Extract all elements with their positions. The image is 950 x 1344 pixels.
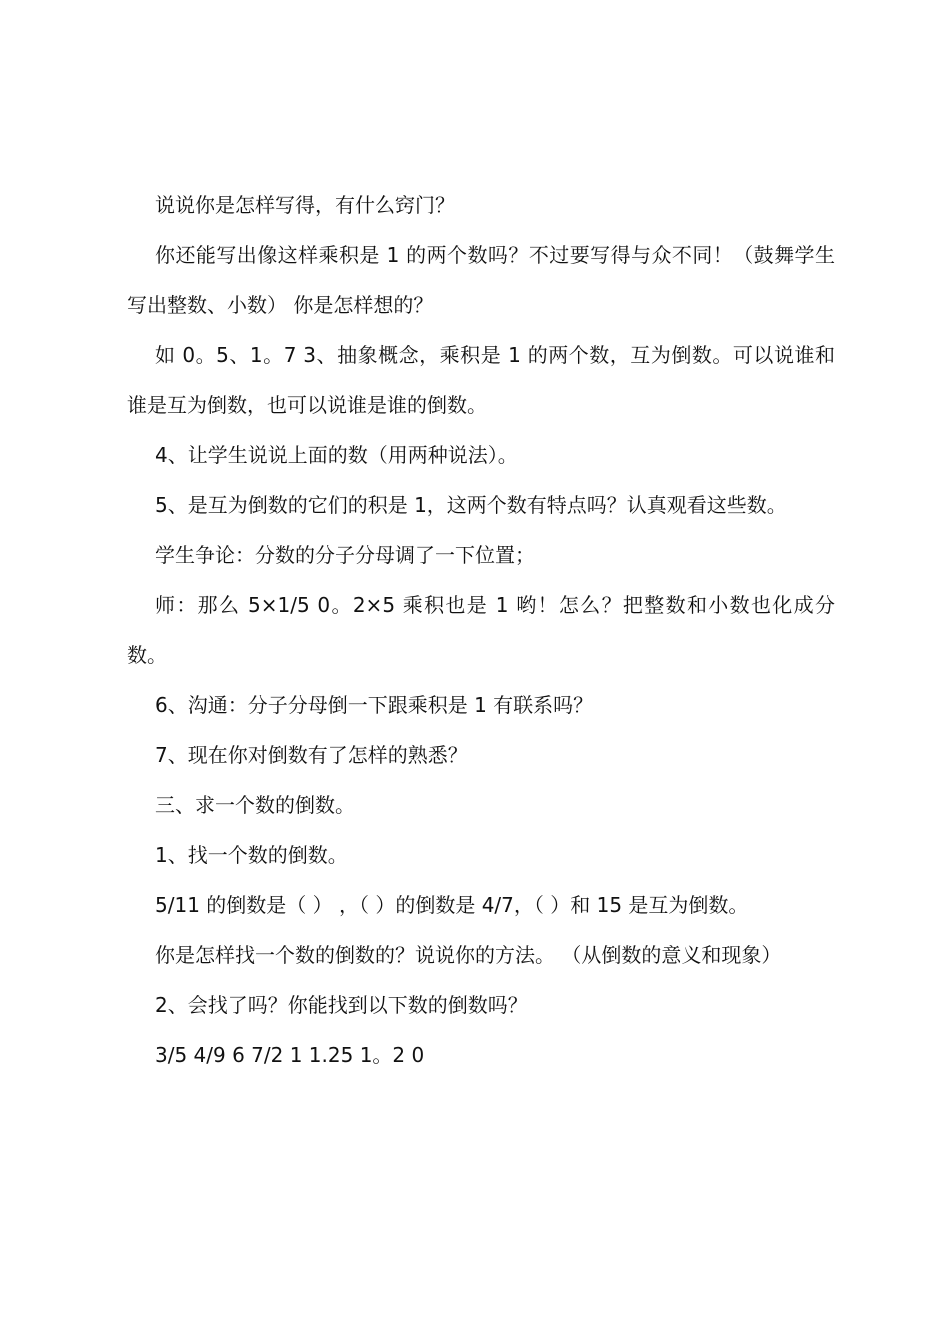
paragraph-1: 说说你是怎样写得，有什么窍门？: [155, 193, 455, 217]
paragraph-14: 2、会找了吗？你能找到以下数的倒数吗？: [155, 993, 528, 1017]
section-heading: 三、求一个数的倒数。: [155, 793, 355, 817]
paragraph-5: 5、是互为倒数的它们的积是 1，这两个数有特点吗？认真观看这些数。: [155, 493, 787, 517]
paragraph-4: 4、让学生说说上面的数（用两种说法）。: [155, 443, 518, 467]
paragraph-8: 6、沟通：分子分母倒一下跟乘积是 1 有联系吗？: [155, 693, 594, 717]
paragraph-2: 你还能写出像这样乘积是 1 的两个数吗？不过要写得与众不同！（鼓舞学生写出整数、小数） 你是怎样想的？: [127, 243, 835, 317]
paragraph-9: 7、现在你对倒数有了怎样的熟悉？: [155, 743, 468, 767]
paragraph-12: 5/11 的倒数是（ ） ，（ ）的倒数是 4/7，（ ）和 15 是互为倒数。: [155, 893, 749, 917]
document-body: [127, 180, 835, 1080]
paragraph-13: 你是怎样找一个数的倒数的？说说你的方法。 （从倒数的意义和现象）: [155, 943, 782, 967]
paragraph-11: 1、找一个数的倒数。: [155, 843, 348, 867]
paragraph-7: 师：那么 5×1/5 0。2×5 乘积也是 1 哟！怎么？把整数和小数也化成分数。: [127, 593, 835, 667]
paragraph-6: 学生争论：分数的分子分母调了一下位置；: [155, 543, 535, 567]
paragraph-15: 3/5 4/9 6 7/2 1 1.25 1。2 0: [155, 1043, 425, 1067]
paragraph-3: 如 0。5、1。7 3、抽象概念，乘积是 1 的两个数，互为倒数。可以说谁和谁是互为倒数，也可以说谁是谁的倒数。: [127, 343, 835, 417]
